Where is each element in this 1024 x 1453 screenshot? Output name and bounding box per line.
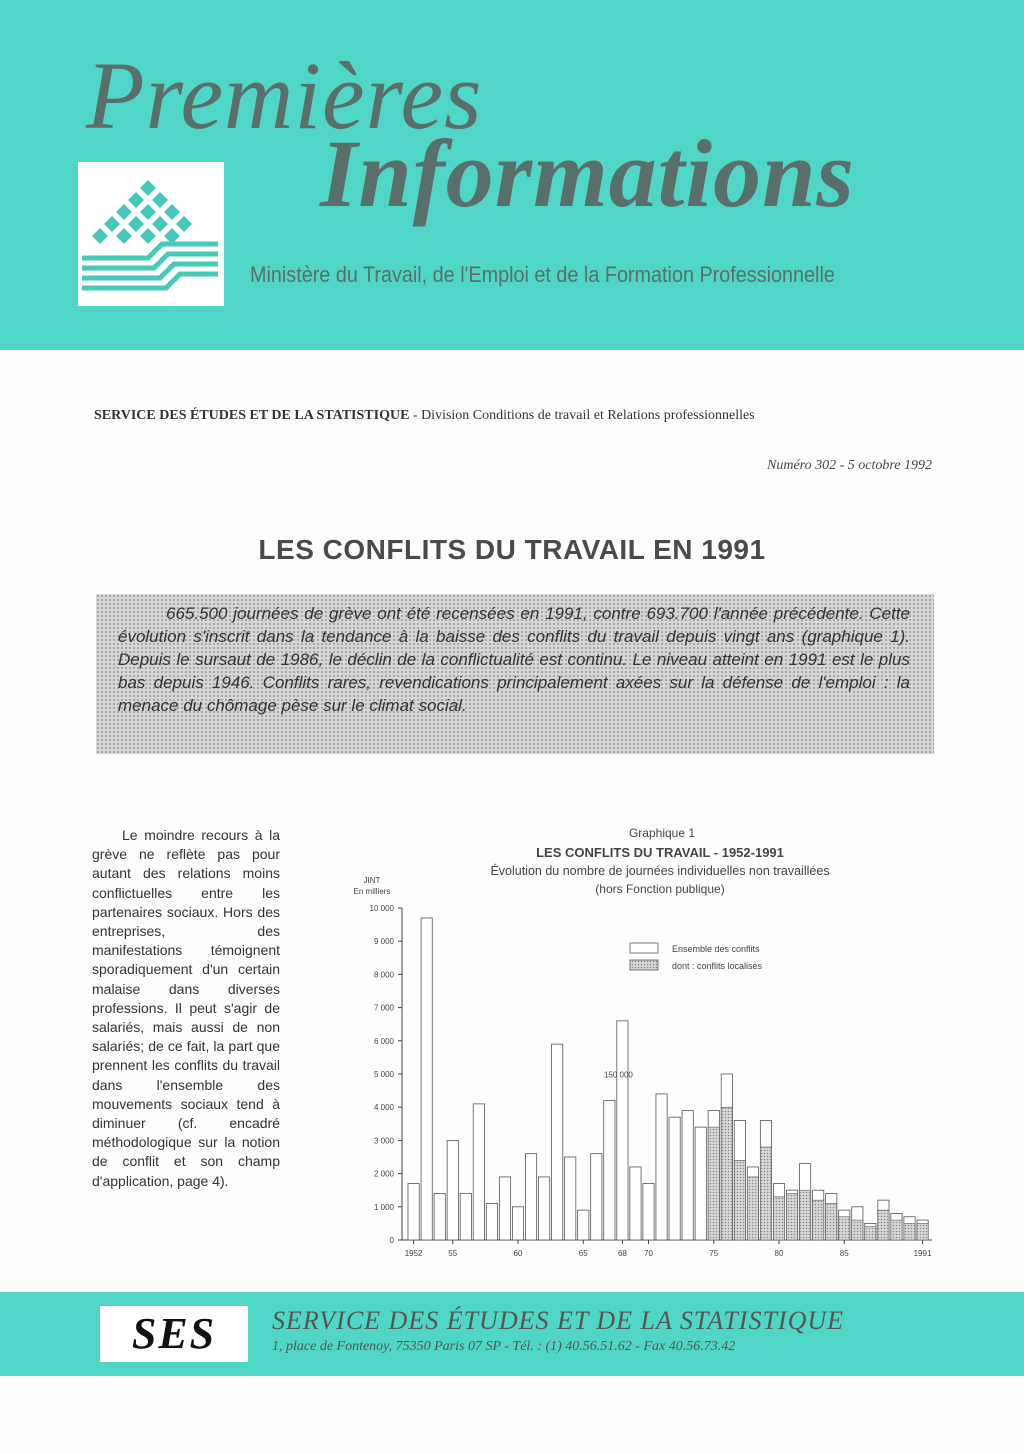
chart-title: LES CONFLITS DU TRAVAIL - 1952-1991 <box>536 845 784 860</box>
y-tick-label: 8 000 <box>373 970 394 980</box>
chart-graphique-1 <box>340 825 940 1265</box>
x-tick-label: 1991 <box>913 1249 932 1258</box>
y-tick-label: 7 000 <box>373 1003 394 1013</box>
x-tick-label: 75 <box>709 1249 719 1258</box>
ses-logo: SES <box>100 1306 248 1362</box>
x-tick-label: 80 <box>774 1249 784 1258</box>
bar-total-1961 <box>525 1154 536 1240</box>
y-axis-label: JINT <box>363 876 381 885</box>
bar-total-1974 <box>695 1127 706 1240</box>
legend-label-localized: dont : conflits localisés <box>672 961 763 971</box>
bar-total-1966 <box>591 1154 602 1240</box>
bar-chart-svg <box>340 825 940 1265</box>
bar-total-1973 <box>682 1111 693 1240</box>
bar-localized-1988 <box>878 1210 889 1240</box>
chart-caption: Graphique 1 <box>628 826 696 840</box>
bar-total-1972 <box>669 1117 680 1240</box>
bar-localized-1978 <box>747 1177 758 1240</box>
x-tick-label: 68 <box>617 1249 627 1258</box>
bar-localized-1981 <box>786 1194 797 1240</box>
bar-total-1956 <box>460 1194 471 1240</box>
y-tick-label: 2 000 <box>373 1169 394 1179</box>
bar-total-1952 <box>408 1184 419 1240</box>
x-tick-label: 55 <box>448 1249 458 1258</box>
footer-service-name: SERVICE DES ÉTUDES ET DE LA STATISTIQUE <box>272 1306 845 1335</box>
y-tick-label: 10 000 <box>369 904 394 913</box>
y-tick-label: 0 <box>389 1236 394 1245</box>
article-title: LES CONFLITS DU TRAVAIL EN 1991 <box>258 534 766 565</box>
bar-total-1964 <box>565 1157 576 1240</box>
journal-title-line1: Premières <box>86 42 483 149</box>
bar-total-1971 <box>656 1094 667 1240</box>
bar-localized-1986 <box>852 1220 863 1240</box>
summary-box <box>96 594 934 754</box>
annotation-1968: 150 000 <box>603 1070 633 1080</box>
chart-subtitle: Évolution du nombre de journées individuelles non travaillées <box>490 864 830 878</box>
chart-subtitle-2: (hors Fonction publique) <box>595 882 725 896</box>
service-line <box>94 408 932 424</box>
bar-localized-1985 <box>839 1217 850 1240</box>
y-tick-label: 3 000 <box>373 1136 394 1146</box>
bar-total-1954 <box>434 1194 445 1240</box>
bar-total-1970 <box>643 1184 654 1240</box>
ministry-name: Ministère du Travail, de l'Emploi et de la Formation Professionnelle <box>250 262 835 287</box>
bar-total-1958 <box>486 1203 497 1240</box>
bar-localized-1976 <box>721 1107 732 1240</box>
x-tick-label: 65 <box>578 1249 588 1258</box>
x-tick-label: 85 <box>839 1249 849 1258</box>
y-tick-label: 6 000 <box>373 1036 394 1046</box>
bar-localized-1984 <box>826 1203 837 1240</box>
y-tick-label: 9 000 <box>373 937 394 947</box>
bar-total-1968 <box>617 1021 628 1240</box>
y-tick-label: 1 000 <box>373 1202 394 1212</box>
bar-total-1962 <box>539 1177 550 1240</box>
y-tick-label: 4 000 <box>373 1103 394 1113</box>
bar-localized-1983 <box>813 1200 824 1240</box>
service-name: SERVICE DES ÉTUDES ET DE LA STATISTIQUE <box>94 408 410 423</box>
x-tick-label: 70 <box>644 1249 653 1258</box>
bar-localized-1975 <box>708 1127 719 1240</box>
bar-total-1965 <box>578 1210 589 1240</box>
issue-number-date: Numéro 302 - 5 octobre 1992 <box>767 458 932 473</box>
x-tick-label: 60 <box>513 1249 523 1258</box>
footer-address: 1, place de Fontenoy, 75350 Paris 07 SP - Tél. : (1) 40.56.51.62 - Fax 40.56.73.42 <box>272 1339 736 1354</box>
division-name: - Division Conditions de travail et Relations professionnelles <box>409 408 755 423</box>
bar-localized-1980 <box>773 1197 784 1240</box>
summary-text: 665.500 journées de grève ont été recensées en 1991, contre 693.700 l'année précédente. Cette évolution s'inscrit dans la tendance à la baisse des conflits du travail depuis vingt ans (graphique 1). Depuis le sursaut de 1986, le déclin de la conflictualité est continu. Le niveau atteint en 1991 est le plus bas depuis 1946. Conflits rares, revendications principalement axées sur la défense de l'emploi : la menace du chômage pèse sur le climat social. <box>118 604 910 715</box>
bar-total-1960 <box>512 1207 523 1240</box>
legend-swatch-total <box>630 943 658 953</box>
bar-total-1957 <box>473 1104 484 1240</box>
bar-total-1967 <box>604 1101 615 1240</box>
bar-localized-1989 <box>891 1220 902 1240</box>
legend-swatch-localized <box>630 960 658 970</box>
bar-localized-1979 <box>760 1147 771 1240</box>
bar-total-1969 <box>630 1167 641 1240</box>
bar-total-1959 <box>499 1177 510 1240</box>
bar-total-1963 <box>552 1044 563 1240</box>
bar-localized-1977 <box>734 1160 745 1240</box>
plot-area <box>370 904 932 1258</box>
x-tick-label: 1952 <box>404 1249 423 1258</box>
y-axis-unit: En milliers <box>353 887 391 896</box>
left-column-text: Le moindre recours à la grève ne reflète pas pour autant des relations moins conflictuelles entre les partenaires sociaux. Hors des entreprises, des manifestations témoignent sporadiquement d'un certain malaise dans diverses professions. Il peut s'agir de salariés, mais aussi de non salariés; de ce fait, la part que prennent les conflits du travail dans l'ensemble des mouvements sociaux tend à diminuer (cf. encadré méthodologique sur la notion de conflit et son champ d'application, page 4). <box>92 827 280 1189</box>
bar-localized-1982 <box>800 1190 811 1240</box>
journal-title-line2: Informations <box>320 120 855 227</box>
bar-total-1953 <box>421 918 432 1240</box>
chart-legend <box>630 943 763 971</box>
pyramid-logo-icon <box>78 162 224 306</box>
ministry-logo <box>78 162 224 306</box>
y-tick-label: 5 000 <box>373 1070 394 1079</box>
bar-localized-1991 <box>917 1223 928 1240</box>
bar-localized-1990 <box>904 1223 915 1240</box>
legend-label-total: Ensemble des conflits <box>672 944 760 954</box>
bar-total-1955 <box>447 1140 458 1240</box>
bar-localized-1987 <box>865 1227 876 1240</box>
